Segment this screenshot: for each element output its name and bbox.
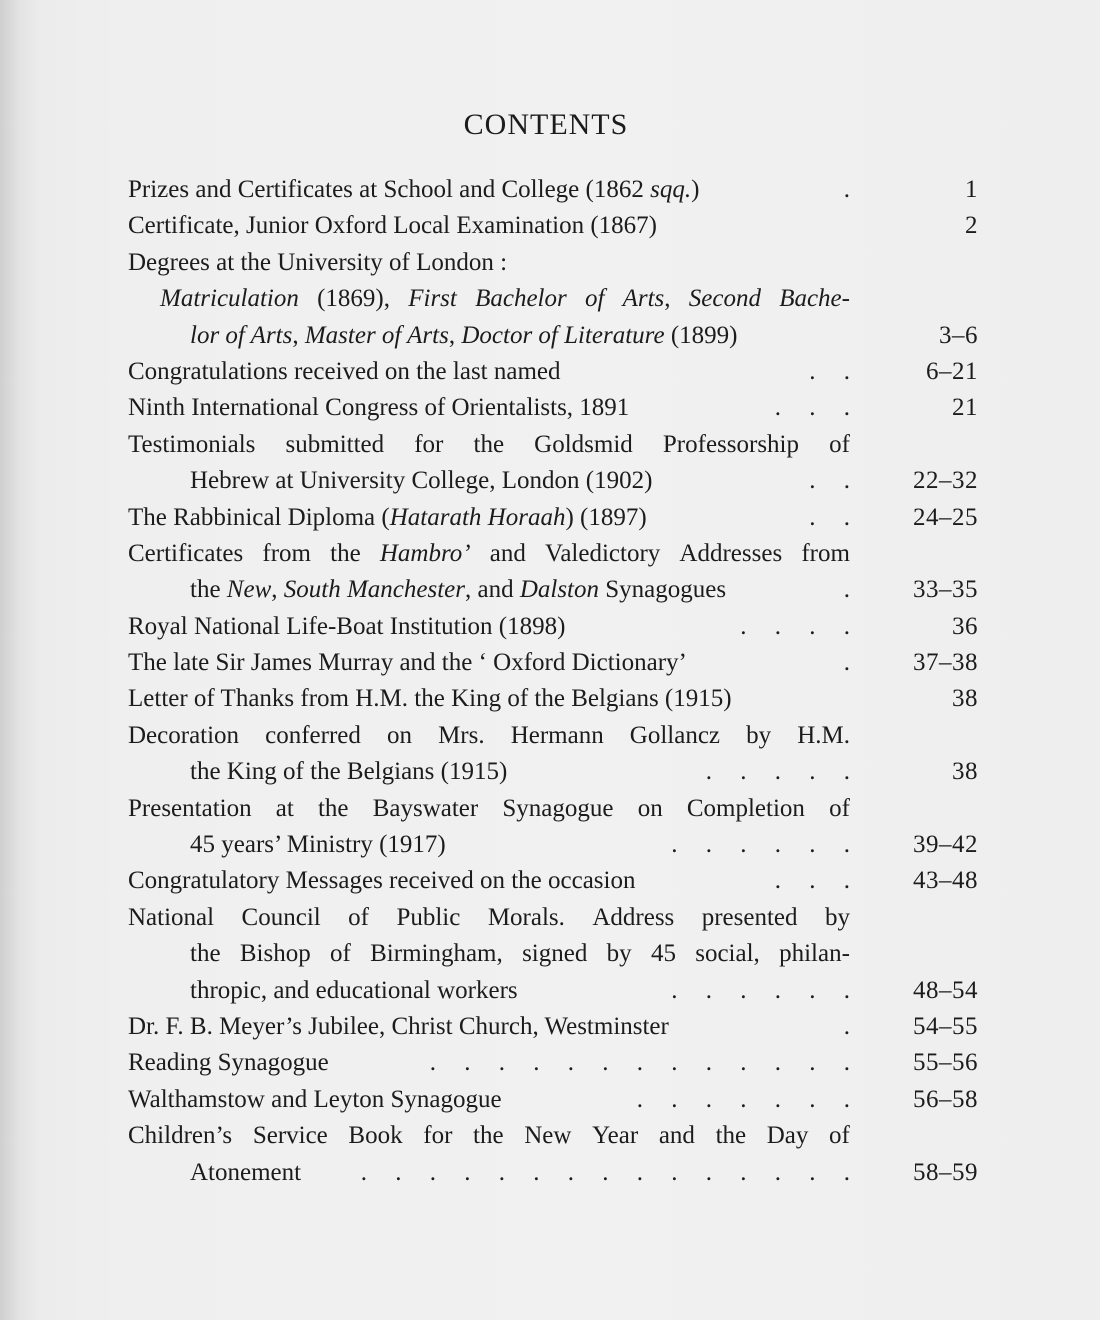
toc-entry-line (128, 390, 850, 426)
word: Birmingham, (370, 940, 503, 968)
toc-page-number: 39–42 (913, 831, 978, 859)
word: by (746, 721, 772, 749)
word: on (386, 721, 412, 749)
dot-leader: . . (809, 357, 850, 385)
italic-text: lor of Arts (190, 321, 293, 349)
word: presented (701, 903, 798, 931)
italic-text: Doctor of Literature (461, 321, 665, 349)
italic-text: South Manchester (283, 576, 465, 604)
toc-entry-line (128, 1045, 850, 1081)
toc-entry-line (128, 936, 850, 972)
toc-entry-line (128, 536, 850, 572)
toc-entry (128, 681, 978, 717)
word: Address (592, 903, 675, 931)
text-run: Ninth International Congress of Orientalists, 1891 (128, 394, 630, 422)
dot-leader: . . . . . . . . . . . . . . . (360, 1158, 850, 1186)
word: by (824, 903, 850, 931)
toc-entry-line-text (128, 245, 507, 281)
toc-entry-title (128, 1009, 850, 1045)
toc-entry-line (128, 973, 850, 1009)
toc-page-number (850, 245, 978, 281)
word: and (489, 539, 526, 567)
dot-leader: . . (809, 467, 850, 495)
word: social, (695, 940, 760, 968)
toc-page-number: 38 (952, 758, 978, 786)
word: Day (766, 1122, 809, 1150)
dot-leader: . (843, 176, 850, 203)
word: Addresses (679, 539, 783, 567)
dot-leader: . (843, 649, 850, 677)
toc-entry-line-text (190, 827, 446, 863)
toc-entry (128, 718, 978, 791)
text-run: The late Sir James Murray and the ‘ Oxford Dictionary’ (128, 649, 687, 677)
toc-entry-title (128, 863, 850, 899)
word: conferred (265, 721, 361, 749)
word: of (348, 903, 369, 931)
toc-entry-line (128, 754, 850, 790)
word: the (317, 794, 349, 822)
text-run: Walthamstow and Leyton Synagogue (128, 1085, 502, 1113)
toc-entry-line (128, 500, 850, 536)
text-run: 45 years’ Ministry (1917) (190, 831, 446, 859)
toc-page-number: 22–32 (913, 467, 978, 495)
toc-entry-line-text (190, 318, 738, 354)
text-run: ) (1897) (565, 503, 647, 531)
toc-page-number: 33–35 (913, 576, 978, 604)
page-title: CONTENTS (463, 108, 629, 141)
toc-entry-title (128, 681, 850, 717)
text-run: The Rabbinical Diploma ( (128, 503, 390, 531)
toc-entry-title (128, 536, 850, 609)
dot-leader: . . . . . . . . . . . . . (429, 1049, 850, 1077)
toc-entry-line (128, 1009, 850, 1045)
text-run: Certificate, Junior Oxford Local Examination (1867) (128, 212, 658, 240)
word: for (423, 1122, 453, 1150)
toc-entry-line-text (190, 463, 652, 499)
word: Book (348, 1122, 403, 1150)
dot-leader: . . (809, 503, 850, 531)
text-run: (1899) (664, 321, 738, 349)
word: Council (241, 903, 321, 931)
word: philan- (779, 940, 850, 968)
word: the (190, 940, 221, 968)
italic-text: Master of Arts (304, 321, 449, 349)
text-run: Degrees at the University of London : (128, 248, 508, 276)
toc-page-number: 3–6 (939, 321, 978, 349)
toc-entry-title (128, 354, 850, 390)
toc-entry (128, 500, 978, 536)
toc-entry (128, 390, 978, 426)
toc-entry (128, 281, 978, 354)
toc-entry (128, 208, 978, 244)
text-run: the (190, 576, 227, 604)
toc-entry-line (128, 827, 850, 863)
toc-page-number: 6–21 (926, 357, 978, 385)
dot-leader: . . . . . . (671, 976, 850, 1004)
text-run: Synagogues (599, 576, 727, 604)
text-run: Dr. F. B. Meyer’s Jubilee, Christ Church, Westminster (128, 1012, 669, 1040)
toc-entry-title (128, 645, 850, 681)
italic-text: Dalston (519, 576, 600, 604)
toc-page-number: 58–59 (913, 1158, 978, 1186)
toc-entry-line (128, 172, 850, 208)
toc-entry-title (128, 1082, 850, 1118)
toc-entry (128, 354, 978, 390)
word: Morals. (487, 903, 565, 931)
toc-page-number: 38 (952, 685, 978, 713)
toc-entry-line-text (128, 500, 647, 536)
toc-entry-line-text (128, 1009, 669, 1045)
word: Service (252, 1122, 328, 1150)
text-run: , and (464, 576, 520, 604)
word: Testimonials (128, 430, 256, 458)
toc-entry-line-text (190, 973, 518, 1009)
toc-page-number: 54–55 (913, 1012, 978, 1040)
toc-entry-line (128, 791, 850, 827)
word: New (524, 1122, 572, 1150)
toc-entry-line-text (128, 172, 699, 208)
text-run: Congratulations received on the last named (128, 357, 561, 385)
word: of (584, 285, 605, 313)
word: Mrs. (438, 721, 485, 749)
text-run: Letter of Thanks from H.M. the King of the Belgians (1915) (128, 685, 732, 713)
text-run: , (271, 576, 284, 604)
toc-entry-title (128, 427, 850, 500)
toc-entry-title (128, 245, 850, 281)
word: Second (688, 285, 761, 313)
toc-entry-line-text (128, 1082, 502, 1118)
dot-leader: . . . . . . . (636, 1085, 850, 1113)
toc-entry-line (128, 463, 850, 499)
toc-entry-line (128, 318, 850, 354)
toc-entry-line (128, 681, 850, 717)
toc-page-number: 36 (952, 612, 978, 640)
toc-entry (128, 1009, 978, 1045)
toc-page-number: 37–38 (913, 649, 978, 677)
dot-leader: . . . . (740, 612, 850, 640)
word: Public (396, 903, 461, 931)
toc-entry-line (128, 354, 850, 390)
toc-entry-line-text (128, 390, 629, 426)
word: Bayswater (372, 794, 479, 822)
toc-entry-line (128, 572, 850, 608)
toc-entry-line (128, 208, 850, 244)
text-run: thropic, and educational workers (190, 976, 518, 1004)
text-run: the King of the Belgians (1915) (190, 758, 508, 786)
toc-entry-line (128, 245, 850, 281)
word: on (637, 794, 663, 822)
text-run: Royal National Life-Boat Institution (1898) (128, 612, 566, 640)
table-of-contents (128, 172, 978, 1191)
toc-page-number: 1 (965, 176, 978, 203)
word: 45 (650, 940, 676, 968)
word: Presentation (128, 794, 252, 822)
dot-leader: . . . . . . (671, 831, 850, 859)
toc-entry (128, 900, 978, 1009)
dot-leader: . . . . . (705, 758, 850, 786)
word: at (275, 794, 294, 822)
word: Professorship (662, 430, 799, 458)
toc-entry-line-text (128, 354, 561, 390)
text-run: Reading Synagogue (128, 1049, 329, 1077)
word: Decoration (128, 721, 240, 749)
toc-entry-title (128, 1118, 850, 1191)
toc-entry-line (128, 281, 850, 317)
word: submitted (285, 430, 385, 458)
word: Certificates (128, 539, 244, 567)
toc-entry-line (128, 645, 850, 681)
toc-entry-line-text (128, 645, 687, 681)
toc-entry (128, 1118, 978, 1191)
word: for (414, 430, 444, 458)
toc-entry-line-text (128, 208, 657, 244)
dot-leader: . (843, 1012, 850, 1040)
dot-leader: . (843, 576, 850, 604)
toc-entry-title (128, 172, 850, 208)
text-run: Atonement (190, 1158, 302, 1186)
word: Children’s (128, 1122, 233, 1150)
word: Synagogue (502, 794, 614, 822)
toc-entry-line (128, 863, 850, 899)
word: from (262, 539, 311, 567)
word: and (658, 1122, 695, 1150)
word: the (330, 539, 361, 567)
toc-entry-line (128, 718, 850, 754)
toc-entry-title (128, 1045, 850, 1081)
toc-entry-line (128, 427, 850, 463)
word: Bache- (779, 285, 850, 313)
toc-entry-title (128, 281, 850, 354)
toc-page-number: 21 (952, 394, 978, 422)
italic-text: Hatarath Horaah (389, 503, 566, 531)
toc-entry-line (128, 900, 850, 936)
word: of (829, 1122, 850, 1150)
text-run: Congratulatory Messages received on the occasion (128, 867, 636, 895)
toc-page-number: 56–58 (913, 1085, 978, 1113)
word: National (128, 903, 215, 931)
word: the (473, 1122, 504, 1150)
toc-entry-line-text (190, 572, 726, 608)
toc-entry (128, 863, 978, 899)
word: Goldsmid (534, 430, 633, 458)
dot-leader: . . . (774, 394, 850, 422)
toc-entry (128, 1045, 978, 1081)
toc-entry-title (128, 718, 850, 791)
toc-entry (128, 791, 978, 864)
word: the (715, 1122, 747, 1150)
toc-entry (128, 609, 978, 645)
text-run: ) (691, 176, 700, 203)
toc-entry-line-text (128, 609, 565, 645)
toc-entry (128, 645, 978, 681)
word: H.M. (797, 721, 850, 749)
word: Bishop (239, 940, 311, 968)
toc-entry-title (128, 208, 850, 244)
toc-page-number: 55–56 (913, 1049, 978, 1077)
toc-entry-line-text (128, 1045, 329, 1081)
word: the (473, 430, 505, 458)
toc-entry-line (128, 1118, 850, 1154)
word: Completion (686, 794, 805, 822)
toc-entry-line-text (128, 863, 635, 899)
toc-entry-title (128, 791, 850, 864)
word: Arts, (622, 285, 671, 313)
italic-text: sqq. (650, 176, 692, 203)
toc-entry-line-text (190, 1155, 301, 1191)
toc-entry-title (128, 900, 850, 1009)
toc-page-number: 48–54 (913, 976, 978, 1004)
toc-entry-title (128, 390, 850, 426)
word: Gollancz (629, 721, 721, 749)
italic-text: New (226, 576, 272, 604)
toc-entry-title (128, 609, 850, 645)
dot-leader: . . . (774, 867, 850, 895)
toc-entry-line (128, 1082, 850, 1118)
word: from (801, 539, 850, 567)
toc-entry-line (128, 609, 850, 645)
toc-page-number: 2 (965, 212, 978, 240)
toc-page-number: 24–25 (913, 503, 978, 531)
word: Bachelor (475, 285, 567, 313)
toc-entry-title (128, 500, 850, 536)
word: signed (522, 940, 588, 968)
word: by (606, 940, 632, 968)
text-run: , (292, 321, 305, 349)
word: First (408, 285, 457, 313)
toc-page-number: 43–48 (913, 867, 978, 895)
toc-entry (128, 172, 978, 208)
word: Valedictory (545, 539, 661, 567)
word: Hambro’ (379, 539, 471, 567)
toc-entry (128, 536, 978, 609)
text-run: Hebrew at University College, London (1902) (190, 467, 653, 495)
word: Year (592, 1122, 639, 1150)
toc-entry (128, 1082, 978, 1118)
word: of (330, 940, 351, 968)
toc-entry (128, 427, 978, 500)
toc-entry-line (128, 1155, 850, 1191)
toc-entry (128, 245, 978, 281)
word: of (829, 794, 850, 822)
word: of (829, 430, 850, 458)
word: Matriculation (160, 285, 299, 313)
text-run: Prizes and Certificates at School and College (1862 (128, 176, 651, 203)
word: (1869), (317, 285, 391, 313)
word: Hermann (510, 721, 604, 749)
toc-entry-line-text (190, 754, 507, 790)
text-run: , (448, 321, 462, 349)
toc-entry-line-text (128, 681, 732, 717)
